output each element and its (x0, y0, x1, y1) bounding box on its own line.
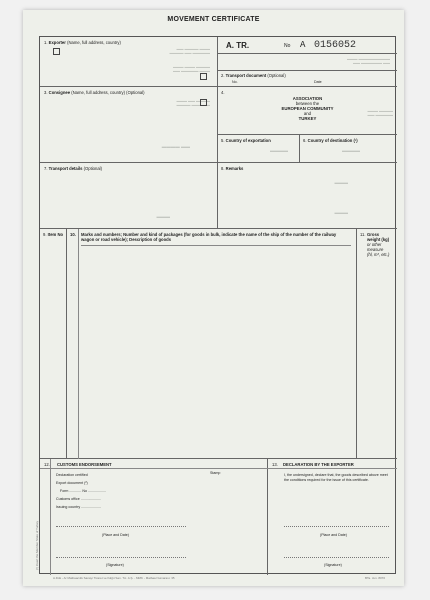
exporter-declaration-box[interactable] (268, 459, 397, 575)
association-box: 4. ASSOCIATION between the EUROPEAN COMMUNITY and TURKEY ▬▬▬ ▬▬▬▬ ▬▬ ▬▬▬▬▬ (218, 87, 397, 135)
customs-num: 12. (44, 462, 50, 467)
item-no-column[interactable] (40, 229, 67, 459)
declaration-place-date-line[interactable] (284, 526, 389, 527)
cert-code: A. TR. (226, 41, 250, 50)
gross-label (367, 232, 389, 257)
remarks-num: 8. (221, 166, 225, 171)
customs-signature-line[interactable] (56, 557, 186, 558)
declaration-text: I, the undersigned, declare that, the goods described above meet the conditions required for the issue of this certificate. (284, 473, 388, 482)
transport-document-box[interactable] (218, 70, 397, 87)
cert-series: A (300, 40, 306, 50)
gross-line-4: measure (367, 247, 384, 252)
country-dest-num: 6. (303, 138, 307, 143)
gross-weight-column[interactable] (357, 229, 397, 459)
exporter-num: 1. (44, 40, 48, 45)
item-no-num: 9. (43, 232, 47, 237)
customs-line-form: Form ............ No .................. (60, 489, 106, 493)
item-no-label: Item No (47, 232, 64, 237)
customs-signature: (Signature) (106, 563, 124, 567)
association-line-4: and (303, 111, 312, 116)
consignee-box[interactable]: 3. Consignee (Name, full address, country) (Optional) ▬▬▬ ▬▬ ▬▬▬▬ ▬▬▬▬ ▬▬▬ ▬▬ ▬▬▬▬ ▬▬ (40, 87, 218, 163)
marks-label: Marks and numbers; Number and kind of packages (for goods in bulk, indicate the name of the ship of the number of the railway wagon or road vehicle); Description of goods (81, 232, 337, 242)
transport-doc-label: Transport document (225, 73, 267, 78)
transport-doc-hint: (Optional) (267, 73, 286, 78)
gross-line-3: or other (367, 242, 382, 247)
footer-reference: BTa. Jun. 8070 (365, 576, 386, 580)
marks-num: 10. (70, 232, 76, 237)
exporter-box[interactable]: 1. Exporter (Name, full address, country) ▬▬ ▬▬▬▬ ▬▬▬ ▬▬▬▬ ▬▬ ▬▬▬▬▬ ▬▬▬ ▬▬▬ ▬▬▬▬ ▬▬ ▬▬▬▬▬ ▬▬▬ (40, 37, 218, 87)
certificate-form: 1. Exporter (Name, full address, country) ▬▬ ▬▬▬▬ ▬▬▬ ▬▬▬▬ ▬▬ ▬▬▬▬▬ ▬▬▬ ▬▬▬ ▬▬▬▬ ▬▬ ▬▬▬▬▬ ▬▬▬ A. TR. No A 0156052 ▬▬▬ ▬▬▬▬▬▬▬▬▬ ▬▬ ▬▬▬▬▬▬ ▬▬ 2. Transport document (Optional) No. Date 3. Consignee (Name, full address, country) (Optional) ▬▬▬ ▬▬ ▬▬▬▬ ▬▬▬▬ ▬▬▬ ▬▬ ▬▬▬▬ ▬▬ 4. ASSOCIATION between the EUROPEAN COMMUNITY and TURKEY ▬▬▬ ▬▬▬▬ ▬▬ ▬▬▬▬▬ 5. Country of exportation ▬▬▬▬ 6. Country of destination (¹) ▬▬▬▬ 7. Transport details (Optional) ▬▬▬ 8. Remarks ▬▬▬ ▬▬▬ 9. Item No 10. Marks and numbers; Number and kind of packages (for goods in bulk, indicate the name of the ship of the number of the railway wagon or road vehicle); Description of goods 11. Gross weight (kg) or other measure (hl, m³, etc.) 12. CUSTOMS ENDORSEMENT Stamp Declaration certified Export document (²) Form ............ No .................. Customs office .................... Issuing country .................... (Place and Date) (Signature) 13. DECLARATION BY THE EXPORTER I, the undersigned, declare that, the goods described above meet the conditions required for the issue of this certificate. (Place and Date) (Signature) (39, 36, 396, 574)
cert-number: 0156052 (314, 40, 357, 51)
transport-doc-no-label: No. (232, 80, 238, 84)
country-dest-label: Country of destination (¹) (307, 138, 358, 143)
consignee-hint: (Name, full address, country) (Optional) (71, 90, 145, 95)
association-num: 4. (221, 90, 225, 95)
exporter-checkbox[interactable] (53, 48, 60, 55)
customs-stamp-label: Stamp (210, 471, 221, 475)
certificate-sheet (23, 10, 404, 586)
transport-details-box[interactable]: 7. Transport details (Optional) ▬▬▬ (40, 163, 218, 229)
country-export-num: 5. (221, 138, 225, 143)
customs-line-declaration: Declaration certified (56, 473, 88, 477)
consignee-num: 3. (44, 90, 48, 95)
customs-lines (56, 471, 106, 511)
exporter-checkbox-2[interactable] (200, 73, 207, 80)
exporter-label: Exporter (48, 40, 66, 45)
customs-line-office: Customs office .................... (56, 497, 101, 501)
transport-details-label: Transport details (48, 166, 83, 171)
association-line-2: between the (295, 101, 320, 106)
cert-no-label: No (284, 43, 291, 49)
transport-details-hint: (Optional) (83, 166, 102, 171)
customs-place-date-line[interactable] (56, 526, 186, 527)
association-line-3: EUROPEAN COMMUNITY (281, 106, 334, 111)
customs-line-issuing: Issuing country .................... (56, 505, 102, 509)
declaration-num: 13. (272, 462, 278, 467)
country-exportation-box[interactable]: 5. Country of exportation ▬▬▬▬ (218, 135, 300, 163)
transport-details-num: 7. (44, 166, 48, 171)
transport-doc-num: 2. (221, 73, 225, 78)
declaration-place-date: (Place and Date) (320, 533, 347, 537)
cert-number-box (218, 37, 397, 54)
declaration-signature: (Signature) (324, 563, 342, 567)
country-export-label: Country of exportation (225, 138, 271, 143)
customs-endorsement-box[interactable] (40, 459, 268, 575)
country-destination-box[interactable]: 6. Country of destination (¹) ▬▬▬▬ (300, 135, 397, 163)
exporter-hint: (Name, full address, country) (67, 40, 121, 45)
customs-place-date: (Place and Date) (102, 533, 129, 537)
customs-label: CUSTOMS ENDORSEMENT (57, 462, 112, 467)
gross-line-1: Gross (367, 232, 380, 237)
consignee-checkbox[interactable] (200, 99, 207, 106)
declaration-signature-line[interactable] (284, 557, 389, 558)
consignee-label: Consignee (48, 90, 71, 95)
gross-line-5: (hl, m³, etc.) (367, 252, 390, 257)
gross-num: 11. (360, 232, 366, 237)
remarks-box[interactable]: 8. Remarks ▬▬▬ ▬▬▬ (218, 163, 397, 229)
declaration-label: DECLARATION BY THE EXPORTER (283, 462, 354, 467)
page-title: MOVEMENT CERTIFICATE (167, 16, 260, 23)
footer-printer-note: A 4lük - Ar Matbaacılık Sanayi Ticaret ve Kâğıt San. Tic. A.Ş. - MMK - Matbaa Numarası: 35 (53, 576, 175, 580)
transport-doc-date-label: Date (314, 80, 322, 84)
association-line-1: ASSOCIATION (292, 96, 323, 101)
side-note: (¹) Insert the Member State of Turkey (35, 520, 39, 570)
customs-line-export-doc: Export document (²) (56, 481, 88, 485)
marks-description-column[interactable] (67, 229, 357, 459)
gross-line-2: weight (kg) (367, 237, 390, 242)
association-line-5: TURKEY (298, 116, 317, 121)
remarks-label: Remarks (225, 166, 244, 171)
